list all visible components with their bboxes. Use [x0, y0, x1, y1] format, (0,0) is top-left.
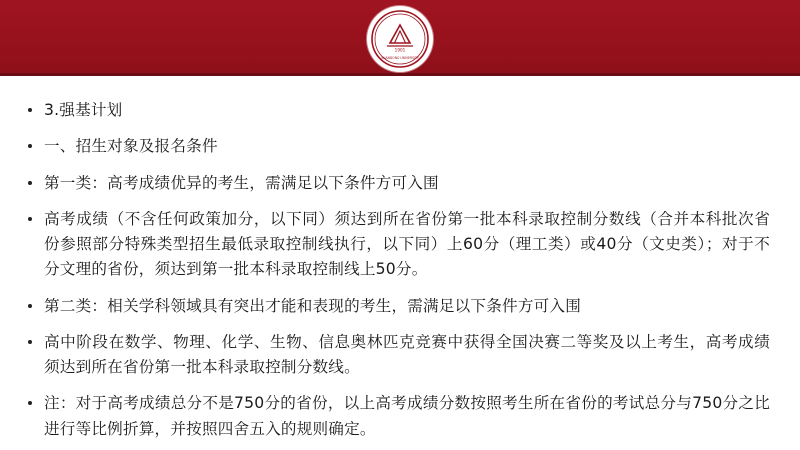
list-item: 注：对于高考成绩总分不是750分的省份，以上高考成绩分数按照考生所在省份的考试总分与750分之比进行等比例折算，并按照四舍五入的规则确定。 — [26, 391, 770, 442]
svg-text:1901: 1901 — [394, 47, 406, 53]
svg-text:SHANDONG UNIVERSITY: SHANDONG UNIVERSITY — [381, 56, 419, 60]
list-item: 一、招生对象及报名条件 — [26, 134, 770, 159]
list-item: 第二类：相关学科领域具有突出才能和表现的考生，需满足以下条件方可入围 — [26, 294, 770, 319]
bullet-list — [26, 98, 770, 442]
list-item: 高中阶段在数学、物理、化学、生物、信息奥林匹克竞赛中获得全国决赛二等奖及以上考生，高考成绩须达到所在省份第一批本科录取控制分数线。 — [26, 330, 770, 381]
header-band — [0, 0, 800, 76]
list-item: 第一类：高考成绩优异的考生，需满足以下条件方可入围 — [26, 171, 770, 196]
list-item: 高考成绩（不含任何政策加分，以下同）须达到所在省份第一批本科录取控制分数线（合并本科批次省份参照部分特殊类型招生最低录取控制线执行，以下同）上60分（理工类）或40分（文史类）；对于不分文理的省份，须达到第一批本科录取控制线上50分。 — [26, 207, 770, 283]
slide-content — [0, 76, 800, 442]
university-crest-icon — [367, 6, 433, 72]
list-item: 3.强基计划 — [26, 98, 770, 123]
